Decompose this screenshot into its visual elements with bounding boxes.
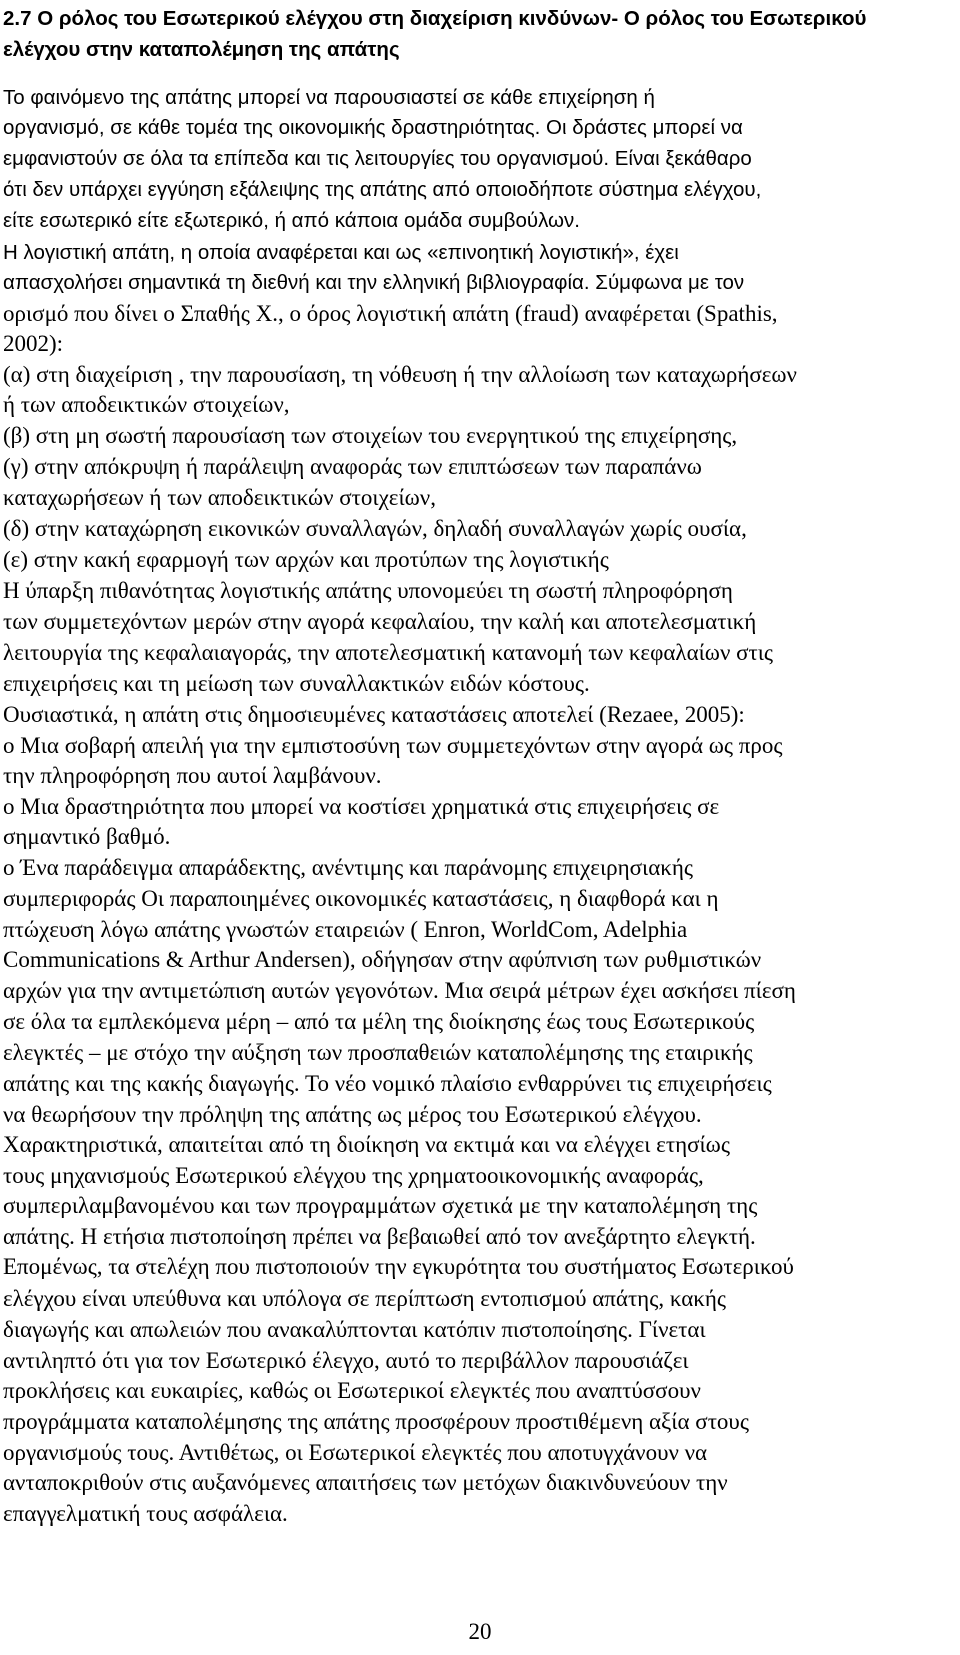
- text-line: πτώχευση λόγω απάτης γνωστών εταιρειών ( Enron, WorldCom, Adelphia: [3, 917, 688, 942]
- text-line: επιχειρήσεις και τη μείωση των συναλλακτικών ειδών κόστους.: [3, 671, 590, 696]
- text-line: αρχών για την αντιμετώπιση αυτών γεγονότων. Μια σειρά μέτρων έχει ασκήσει πίεση: [3, 978, 796, 1003]
- text-line: συμπεριφοράς Οι παραποιημένες οικονομικές καταστάσεις, η διαφθορά και η: [3, 886, 719, 911]
- text-line: ή των αποδεικτικών στοιχείων,: [3, 392, 290, 417]
- text-line: σε όλα τα εμπλεκόμενα μέρη – από τα μέλη της διοίκησης έως τους Εσωτερικούς: [3, 1009, 755, 1034]
- text-line: οργανισμό, σε κάθε τομέα της οικονομικής δραστηριότητας. Οι δράστες μπορεί να: [3, 116, 743, 139]
- text-line: (δ) στην καταχώρηση εικονικών συναλλαγών, δηλαδή συναλλαγών χωρίς ουσία,: [3, 516, 747, 541]
- page-number: 20: [468, 1619, 492, 1644]
- text-line: Η λογιστική απάτη, η οποία αναφέρεται και ως «επινοητική λογιστική», έχει: [3, 241, 679, 264]
- text-line: ο Ένα παράδειγμα απαράδεκτης, ανέντιμης και παράνομης επιχειρησιακής: [3, 855, 693, 880]
- text-line: απάτης. Η ετήσια πιστοποίηση πρέπει να βεβαιωθεί από τον ανεξάρτητο ελεγκτή.: [3, 1224, 756, 1249]
- text-line: διαγωγής και απωλειών που ανακαλύπτονται κατόπιν πιστοποίησης. Γίνεται: [3, 1317, 706, 1342]
- text-line: οργανισμούς τους. Αντιθέτως, οι Εσωτερικοί ελεγκτές που αποτυγχάνουν να: [3, 1440, 708, 1465]
- text-line: αντιληπτό ότι για τον Εσωτερικό έλεγχο, αυτό το περιβάλλον παρουσιάζει: [3, 1348, 689, 1373]
- text-line: ελέγχου είναι υπεύθυνα και υπόλογα σε περίπτωση εντοπισμού απάτης, κακής: [3, 1286, 726, 1311]
- text-line: των συμμετεχόντων μερών στην αγορά κεφαλαίου, την καλή και αποτελεσματική: [3, 609, 757, 634]
- text-line: ότι δεν υπάρχει εγγύηση εξάλειψης της απάτης από οποιοδήποτε σύστημα ελέγχου,: [3, 178, 762, 201]
- text-line: είτε εσωτερικό είτε εξωτερικό, ή από κάποια ομάδα συμβούλων.: [3, 209, 580, 232]
- text-line: Χαρακτηριστικά, απαιτείται από τη διοίκηση να εκτιμά και να ελέγχει ετησίως: [3, 1132, 730, 1157]
- text-line: εμφανιστούν σε όλα τα επίπεδα και τις λειτουργίες του οργανισμού. Είναι ξεκάθαρο: [3, 147, 752, 170]
- text-line: την πληροφόρηση που αυτοί λαμβάνουν.: [3, 763, 382, 788]
- text-line: ορισμό που δίνει ο Σπαθής Χ., ο όρος λογιστική απάτη (fraud) αναφέρεται (Spathis,: [3, 301, 778, 326]
- text-line: Το φαινόμενο της απάτης μπορεί να παρουσιαστεί σε κάθε επιχείρηση ή: [3, 86, 655, 109]
- text-line: απασχολήσει σημαντικά τη διεθνή και την ελληνική βιβλιογραφία. Σύμφωνα με τον: [3, 271, 745, 294]
- text-line: προγράμματα καταπολέμησης της απάτης προσφέρουν προστιθέμενη αξία στους: [3, 1409, 749, 1434]
- section-heading: 2.7 Ο ρόλος του Εσωτερικού ελέγχου στη διαχείριση κινδύνων- Ο ρόλος του Εσωτερικού ελέγχου στην καταπολέμηση της απάτης: [3, 7, 867, 61]
- text-line: Communications & Arthur Andersen), οδήγησαν στην αφύπνιση των ρυθμιστικών: [3, 947, 762, 972]
- text-line: τους μηχανισμούς Εσωτερικού ελέγχου της χρηματοοικονομικής αναφοράς,: [3, 1163, 704, 1188]
- text-line: επαγγελματική τους ασφάλεια.: [3, 1501, 288, 1526]
- text-line: (α) στη διαχείριση , την παρουσίαση, τη νόθευση ή την αλλοίωση των καταχωρήσεων: [3, 362, 797, 387]
- text-line: ο Μια σοβαρή απειλή για την εμπιστοσύνη των συμμετεχόντων στην αγορά ως προς: [3, 733, 783, 758]
- text-line: να θεωρήσουν την πρόληψη της απάτης ως μέρος του Εσωτερικού ελέγχου.: [3, 1102, 702, 1127]
- text-line: (ε) στην κακή εφαρμογή των αρχών και προτύπων της λογιστικής: [3, 547, 609, 572]
- text-line: ανταποκριθούν στις αυξανόμενες απαιτήσεις των μετόχων διακινδυνεύουν την: [3, 1470, 728, 1495]
- text-line: ελεγκτές – με στόχο την αύξηση των προσπαθειών καταπολέμησης της εταιρικής: [3, 1040, 753, 1065]
- text-line: προκλήσεις και ευκαιρίες, καθώς οι Εσωτερικοί ελεγκτές που αναπτύσσουν: [3, 1378, 701, 1403]
- text-line: 2002):: [3, 331, 64, 356]
- text-line: (γ) στην απόκρυψη ή παράλειψη αναφοράς των επιπτώσεων των παραπάνω: [3, 454, 702, 479]
- text-line: σημαντικό βαθμό.: [3, 824, 171, 849]
- text-line: καταχωρήσεων ή των αποδεικτικών στοιχείων,: [3, 485, 436, 510]
- text-line: Η ύπαρξη πιθανότητας λογιστικής απάτης υπονομεύει τη σωστή πληροφόρηση: [3, 578, 733, 603]
- text-line: Ουσιαστικά, η απάτη στις δημοσιευμένες καταστάσεις αποτελεί (Rezaee, 2005):: [3, 702, 745, 727]
- text-line: λειτουργία της κεφαλαιαγοράς, την αποτελεσματική κατανομή των κεφαλαίων στις: [3, 640, 774, 665]
- text-line: ο Μια δραστηριότητα που μπορεί να κοστίσει χρηματικά στις επιχειρήσεις σε: [3, 794, 720, 819]
- text-line: απάτης και της κακής διαγωγής. Το νέο νομικό πλαίσιο ενθαρρύνει τις επιχειρήσεις: [3, 1071, 772, 1096]
- text-line: (β) στη μη σωστή παρουσίαση των στοιχείων του ενεργητικού της επιχείρησης,: [3, 423, 738, 448]
- text-line: Επομένως, τα στελέχη που πιστοποιούν την εγκυρότητα του συστήματος Εσωτερικού: [3, 1254, 794, 1279]
- text-line: συμπεριλαμβανομένου και των προγραμμάτων σχετικά με την καταπολέμηση της: [3, 1193, 758, 1218]
